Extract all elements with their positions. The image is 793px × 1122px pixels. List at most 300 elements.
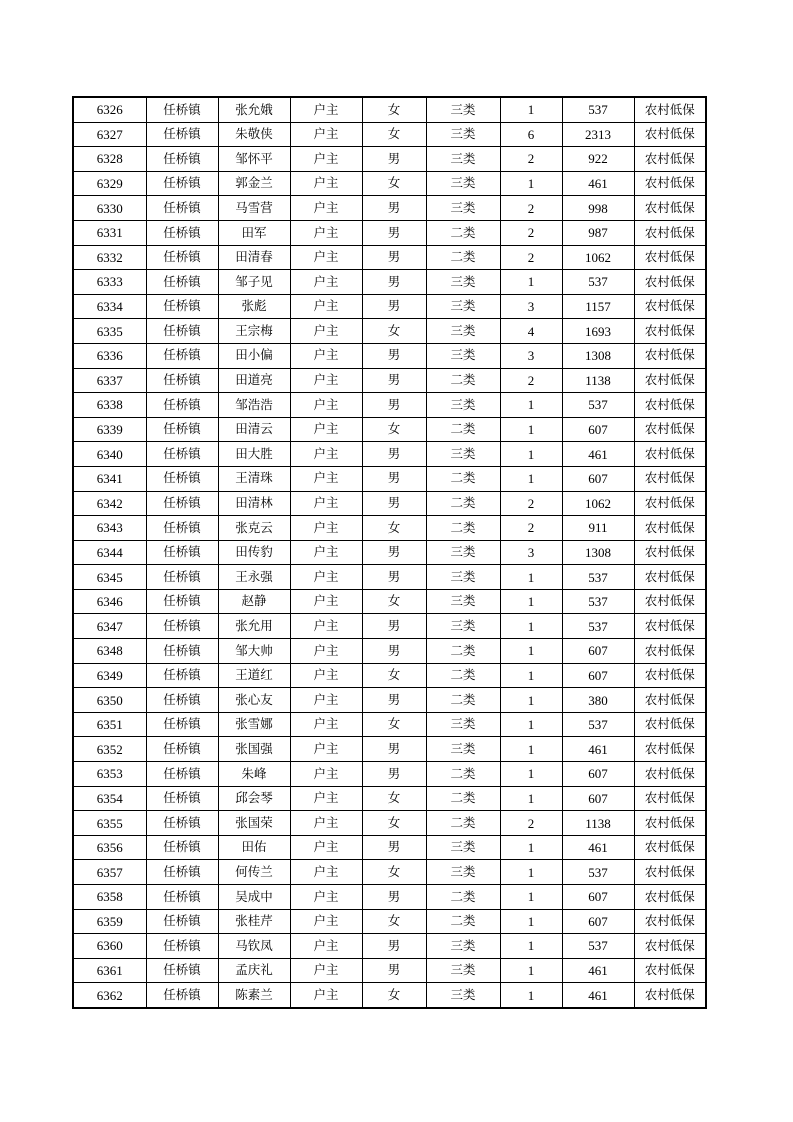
town-cell: 任桥镇 bbox=[146, 147, 218, 172]
gender-cell: 男 bbox=[362, 147, 426, 172]
aid-type-cell: 农村低保 bbox=[634, 958, 706, 983]
row-number-cell: 6340 bbox=[73, 442, 146, 467]
gender-cell: 男 bbox=[362, 270, 426, 295]
town-cell: 任桥镇 bbox=[146, 270, 218, 295]
row-number-cell: 6345 bbox=[73, 565, 146, 590]
row-number-cell: 6332 bbox=[73, 245, 146, 270]
gender-cell: 女 bbox=[362, 712, 426, 737]
aid-type-cell: 农村低保 bbox=[634, 614, 706, 639]
town-cell: 任桥镇 bbox=[146, 540, 218, 565]
household-size-cell: 2 bbox=[500, 220, 562, 245]
aid-type-cell: 农村低保 bbox=[634, 663, 706, 688]
category-cell: 三类 bbox=[426, 122, 500, 147]
name-cell: 张雪娜 bbox=[218, 712, 290, 737]
row-number-cell: 6327 bbox=[73, 122, 146, 147]
table-row bbox=[73, 245, 706, 270]
aid-type-cell: 农村低保 bbox=[634, 466, 706, 491]
name-cell: 田军 bbox=[218, 220, 290, 245]
household-size-cell: 1 bbox=[500, 393, 562, 418]
name-cell: 陈素兰 bbox=[218, 983, 290, 1008]
gender-cell: 男 bbox=[362, 614, 426, 639]
category-cell: 三类 bbox=[426, 393, 500, 418]
row-number-cell: 6329 bbox=[73, 171, 146, 196]
relation-cell: 户主 bbox=[290, 147, 362, 172]
relation-cell: 户主 bbox=[290, 294, 362, 319]
relation-cell: 户主 bbox=[290, 196, 362, 221]
category-cell: 二类 bbox=[426, 663, 500, 688]
relation-cell: 户主 bbox=[290, 171, 362, 196]
name-cell: 吴成中 bbox=[218, 885, 290, 910]
amount-cell: 537 bbox=[562, 565, 634, 590]
town-cell: 任桥镇 bbox=[146, 589, 218, 614]
aid-type-cell: 农村低保 bbox=[634, 368, 706, 393]
household-size-cell: 6 bbox=[500, 122, 562, 147]
relation-cell: 户主 bbox=[290, 688, 362, 713]
household-size-cell: 1 bbox=[500, 442, 562, 467]
household-size-cell: 1 bbox=[500, 835, 562, 860]
amount-cell: 461 bbox=[562, 171, 634, 196]
table-row bbox=[73, 786, 706, 811]
gender-cell: 女 bbox=[362, 811, 426, 836]
town-cell: 任桥镇 bbox=[146, 466, 218, 491]
relation-cell: 户主 bbox=[290, 909, 362, 934]
aid-type-cell: 农村低保 bbox=[634, 270, 706, 295]
town-cell: 任桥镇 bbox=[146, 835, 218, 860]
name-cell: 孟庆礼 bbox=[218, 958, 290, 983]
table-row bbox=[73, 958, 706, 983]
amount-cell: 911 bbox=[562, 516, 634, 541]
gender-cell: 女 bbox=[362, 516, 426, 541]
gender-cell: 男 bbox=[362, 565, 426, 590]
household-size-cell: 1 bbox=[500, 97, 562, 122]
household-size-cell: 1 bbox=[500, 737, 562, 762]
relation-cell: 户主 bbox=[290, 712, 362, 737]
row-number-cell: 6336 bbox=[73, 343, 146, 368]
aid-type-cell: 农村低保 bbox=[634, 811, 706, 836]
town-cell: 任桥镇 bbox=[146, 885, 218, 910]
household-size-cell: 1 bbox=[500, 270, 562, 295]
category-cell: 三类 bbox=[426, 171, 500, 196]
gender-cell: 男 bbox=[362, 294, 426, 319]
aid-type-cell: 农村低保 bbox=[634, 786, 706, 811]
aid-type-cell: 农村低保 bbox=[634, 245, 706, 270]
row-number-cell: 6330 bbox=[73, 196, 146, 221]
household-size-cell: 1 bbox=[500, 983, 562, 1008]
name-cell: 田清春 bbox=[218, 245, 290, 270]
town-cell: 任桥镇 bbox=[146, 516, 218, 541]
aid-type-cell: 农村低保 bbox=[634, 983, 706, 1008]
category-cell: 三类 bbox=[426, 270, 500, 295]
amount-cell: 537 bbox=[562, 860, 634, 885]
name-cell: 田大胜 bbox=[218, 442, 290, 467]
gender-cell: 女 bbox=[362, 97, 426, 122]
name-cell: 郭金兰 bbox=[218, 171, 290, 196]
gender-cell: 女 bbox=[362, 122, 426, 147]
town-cell: 任桥镇 bbox=[146, 343, 218, 368]
name-cell: 张国荣 bbox=[218, 811, 290, 836]
household-size-cell: 1 bbox=[500, 639, 562, 664]
table-row bbox=[73, 762, 706, 787]
table-row bbox=[73, 688, 706, 713]
table-row bbox=[73, 294, 706, 319]
relation-cell: 户主 bbox=[290, 639, 362, 664]
row-number-cell: 6346 bbox=[73, 589, 146, 614]
category-cell: 二类 bbox=[426, 466, 500, 491]
gender-cell: 男 bbox=[362, 762, 426, 787]
aid-type-cell: 农村低保 bbox=[634, 196, 706, 221]
category-cell: 三类 bbox=[426, 860, 500, 885]
town-cell: 任桥镇 bbox=[146, 737, 218, 762]
category-cell: 三类 bbox=[426, 835, 500, 860]
category-cell: 三类 bbox=[426, 565, 500, 590]
table-row bbox=[73, 540, 706, 565]
amount-cell: 1308 bbox=[562, 343, 634, 368]
town-cell: 任桥镇 bbox=[146, 294, 218, 319]
gender-cell: 女 bbox=[362, 786, 426, 811]
name-cell: 王清珠 bbox=[218, 466, 290, 491]
table-row bbox=[73, 934, 706, 959]
relation-cell: 户主 bbox=[290, 663, 362, 688]
aid-type-cell: 农村低保 bbox=[634, 122, 706, 147]
category-cell: 三类 bbox=[426, 614, 500, 639]
amount-cell: 380 bbox=[562, 688, 634, 713]
gender-cell: 男 bbox=[362, 393, 426, 418]
category-cell: 二类 bbox=[426, 639, 500, 664]
amount-cell: 461 bbox=[562, 983, 634, 1008]
household-size-cell: 1 bbox=[500, 466, 562, 491]
table-row bbox=[73, 909, 706, 934]
name-cell: 朱峰 bbox=[218, 762, 290, 787]
category-cell: 三类 bbox=[426, 712, 500, 737]
aid-type-cell: 农村低保 bbox=[634, 589, 706, 614]
name-cell: 邹怀平 bbox=[218, 147, 290, 172]
table-row bbox=[73, 737, 706, 762]
gender-cell: 女 bbox=[362, 663, 426, 688]
gender-cell: 女 bbox=[362, 983, 426, 1008]
relation-cell: 户主 bbox=[290, 368, 362, 393]
amount-cell: 1062 bbox=[562, 245, 634, 270]
name-cell: 何传兰 bbox=[218, 860, 290, 885]
amount-cell: 1157 bbox=[562, 294, 634, 319]
relation-cell: 户主 bbox=[290, 245, 362, 270]
row-number-cell: 6338 bbox=[73, 393, 146, 418]
gender-cell: 男 bbox=[362, 196, 426, 221]
gender-cell: 男 bbox=[362, 958, 426, 983]
aid-type-cell: 农村低保 bbox=[634, 885, 706, 910]
table-row bbox=[73, 885, 706, 910]
amount-cell: 461 bbox=[562, 958, 634, 983]
row-number-cell: 6343 bbox=[73, 516, 146, 541]
gender-cell: 男 bbox=[362, 737, 426, 762]
amount-cell: 1138 bbox=[562, 811, 634, 836]
table-row bbox=[73, 663, 706, 688]
aid-type-cell: 农村低保 bbox=[634, 393, 706, 418]
household-size-cell: 2 bbox=[500, 245, 562, 270]
table-row bbox=[73, 442, 706, 467]
category-cell: 二类 bbox=[426, 368, 500, 393]
row-number-cell: 6359 bbox=[73, 909, 146, 934]
relation-cell: 户主 bbox=[290, 811, 362, 836]
amount-cell: 1062 bbox=[562, 491, 634, 516]
table-row bbox=[73, 171, 706, 196]
town-cell: 任桥镇 bbox=[146, 97, 218, 122]
aid-type-cell: 农村低保 bbox=[634, 417, 706, 442]
table-row bbox=[73, 516, 706, 541]
row-number-cell: 6352 bbox=[73, 737, 146, 762]
name-cell: 田传豹 bbox=[218, 540, 290, 565]
name-cell: 张允娥 bbox=[218, 97, 290, 122]
town-cell: 任桥镇 bbox=[146, 417, 218, 442]
relation-cell: 户主 bbox=[290, 885, 362, 910]
town-cell: 任桥镇 bbox=[146, 196, 218, 221]
name-cell: 田道亮 bbox=[218, 368, 290, 393]
category-cell: 二类 bbox=[426, 811, 500, 836]
household-size-cell: 2 bbox=[500, 368, 562, 393]
category-cell: 二类 bbox=[426, 245, 500, 270]
table-row bbox=[73, 835, 706, 860]
town-cell: 任桥镇 bbox=[146, 762, 218, 787]
row-number-cell: 6358 bbox=[73, 885, 146, 910]
relation-cell: 户主 bbox=[290, 417, 362, 442]
gender-cell: 男 bbox=[362, 934, 426, 959]
aid-type-cell: 农村低保 bbox=[634, 220, 706, 245]
row-number-cell: 6351 bbox=[73, 712, 146, 737]
name-cell: 张心友 bbox=[218, 688, 290, 713]
category-cell: 三类 bbox=[426, 442, 500, 467]
row-number-cell: 6335 bbox=[73, 319, 146, 344]
town-cell: 任桥镇 bbox=[146, 122, 218, 147]
gender-cell: 女 bbox=[362, 171, 426, 196]
name-cell: 王永强 bbox=[218, 565, 290, 590]
household-size-cell: 2 bbox=[500, 491, 562, 516]
amount-cell: 922 bbox=[562, 147, 634, 172]
name-cell: 马钦凤 bbox=[218, 934, 290, 959]
category-cell: 三类 bbox=[426, 737, 500, 762]
row-number-cell: 6334 bbox=[73, 294, 146, 319]
aid-type-cell: 农村低保 bbox=[634, 688, 706, 713]
table-row bbox=[73, 491, 706, 516]
gender-cell: 男 bbox=[362, 466, 426, 491]
table-row bbox=[73, 270, 706, 295]
relation-cell: 户主 bbox=[290, 97, 362, 122]
row-number-cell: 6333 bbox=[73, 270, 146, 295]
amount-cell: 537 bbox=[562, 270, 634, 295]
amount-cell: 1308 bbox=[562, 540, 634, 565]
row-number-cell: 6331 bbox=[73, 220, 146, 245]
name-cell: 张允用 bbox=[218, 614, 290, 639]
amount-cell: 607 bbox=[562, 417, 634, 442]
gender-cell: 男 bbox=[362, 442, 426, 467]
table-row bbox=[73, 614, 706, 639]
amount-cell: 607 bbox=[562, 466, 634, 491]
amount-cell: 461 bbox=[562, 442, 634, 467]
household-size-cell: 1 bbox=[500, 688, 562, 713]
gender-cell: 男 bbox=[362, 368, 426, 393]
aid-type-cell: 农村低保 bbox=[634, 294, 706, 319]
amount-cell: 607 bbox=[562, 762, 634, 787]
table-row bbox=[73, 589, 706, 614]
gender-cell: 女 bbox=[362, 589, 426, 614]
gender-cell: 男 bbox=[362, 688, 426, 713]
row-number-cell: 6354 bbox=[73, 786, 146, 811]
relation-cell: 户主 bbox=[290, 934, 362, 959]
table-row bbox=[73, 97, 706, 122]
household-size-cell: 1 bbox=[500, 762, 562, 787]
aid-type-cell: 农村低保 bbox=[634, 712, 706, 737]
household-size-cell: 2 bbox=[500, 196, 562, 221]
name-cell: 朱敬侠 bbox=[218, 122, 290, 147]
household-size-cell: 2 bbox=[500, 147, 562, 172]
aid-type-cell: 农村低保 bbox=[634, 147, 706, 172]
table-row bbox=[73, 983, 706, 1008]
household-size-cell: 1 bbox=[500, 663, 562, 688]
relation-cell: 户主 bbox=[290, 786, 362, 811]
row-number-cell: 6344 bbox=[73, 540, 146, 565]
category-cell: 二类 bbox=[426, 220, 500, 245]
category-cell: 二类 bbox=[426, 786, 500, 811]
table-row bbox=[73, 319, 706, 344]
category-cell: 三类 bbox=[426, 196, 500, 221]
gender-cell: 男 bbox=[362, 245, 426, 270]
gender-cell: 男 bbox=[362, 540, 426, 565]
row-number-cell: 6349 bbox=[73, 663, 146, 688]
household-size-cell: 3 bbox=[500, 294, 562, 319]
gender-cell: 男 bbox=[362, 220, 426, 245]
aid-type-cell: 农村低保 bbox=[634, 171, 706, 196]
category-cell: 二类 bbox=[426, 417, 500, 442]
category-cell: 三类 bbox=[426, 540, 500, 565]
household-size-cell: 2 bbox=[500, 811, 562, 836]
category-cell: 二类 bbox=[426, 762, 500, 787]
gender-cell: 女 bbox=[362, 319, 426, 344]
amount-cell: 1693 bbox=[562, 319, 634, 344]
category-cell: 二类 bbox=[426, 885, 500, 910]
row-number-cell: 6326 bbox=[73, 97, 146, 122]
relation-cell: 户主 bbox=[290, 614, 362, 639]
household-size-cell: 1 bbox=[500, 417, 562, 442]
relation-cell: 户主 bbox=[290, 565, 362, 590]
table-row bbox=[73, 712, 706, 737]
category-cell: 三类 bbox=[426, 147, 500, 172]
amount-cell: 537 bbox=[562, 614, 634, 639]
table-row bbox=[73, 196, 706, 221]
town-cell: 任桥镇 bbox=[146, 811, 218, 836]
gender-cell: 男 bbox=[362, 639, 426, 664]
category-cell: 二类 bbox=[426, 491, 500, 516]
town-cell: 任桥镇 bbox=[146, 393, 218, 418]
amount-cell: 1138 bbox=[562, 368, 634, 393]
name-cell: 田佑 bbox=[218, 835, 290, 860]
aid-type-cell: 农村低保 bbox=[634, 639, 706, 664]
town-cell: 任桥镇 bbox=[146, 860, 218, 885]
name-cell: 邹大帅 bbox=[218, 639, 290, 664]
town-cell: 任桥镇 bbox=[146, 934, 218, 959]
row-number-cell: 6353 bbox=[73, 762, 146, 787]
table-row bbox=[73, 565, 706, 590]
household-size-cell: 4 bbox=[500, 319, 562, 344]
table-row bbox=[73, 466, 706, 491]
row-number-cell: 6342 bbox=[73, 491, 146, 516]
relation-cell: 户主 bbox=[290, 540, 362, 565]
category-cell: 三类 bbox=[426, 319, 500, 344]
town-cell: 任桥镇 bbox=[146, 491, 218, 516]
category-cell: 二类 bbox=[426, 909, 500, 934]
household-size-cell: 1 bbox=[500, 786, 562, 811]
relation-cell: 户主 bbox=[290, 983, 362, 1008]
amount-cell: 607 bbox=[562, 639, 634, 664]
row-number-cell: 6357 bbox=[73, 860, 146, 885]
amount-cell: 607 bbox=[562, 663, 634, 688]
aid-type-cell: 农村低保 bbox=[634, 516, 706, 541]
gender-cell: 男 bbox=[362, 343, 426, 368]
household-size-cell: 1 bbox=[500, 885, 562, 910]
gender-cell: 女 bbox=[362, 417, 426, 442]
table-body bbox=[73, 97, 706, 1008]
amount-cell: 607 bbox=[562, 909, 634, 934]
town-cell: 任桥镇 bbox=[146, 319, 218, 344]
relation-cell: 户主 bbox=[290, 516, 362, 541]
relation-cell: 户主 bbox=[290, 835, 362, 860]
name-cell: 田小偏 bbox=[218, 343, 290, 368]
table-row bbox=[73, 393, 706, 418]
table-row bbox=[73, 220, 706, 245]
town-cell: 任桥镇 bbox=[146, 909, 218, 934]
aid-type-cell: 农村低保 bbox=[634, 860, 706, 885]
row-number-cell: 6341 bbox=[73, 466, 146, 491]
household-size-cell: 2 bbox=[500, 516, 562, 541]
household-size-cell: 1 bbox=[500, 712, 562, 737]
aid-type-cell: 农村低保 bbox=[634, 737, 706, 762]
table-row bbox=[73, 417, 706, 442]
name-cell: 马雪营 bbox=[218, 196, 290, 221]
gender-cell: 男 bbox=[362, 885, 426, 910]
relation-cell: 户主 bbox=[290, 270, 362, 295]
name-cell: 张桂芹 bbox=[218, 909, 290, 934]
amount-cell: 537 bbox=[562, 393, 634, 418]
name-cell: 田清林 bbox=[218, 491, 290, 516]
household-size-cell: 1 bbox=[500, 171, 562, 196]
relation-cell: 户主 bbox=[290, 466, 362, 491]
town-cell: 任桥镇 bbox=[146, 712, 218, 737]
table-row bbox=[73, 343, 706, 368]
household-size-cell: 1 bbox=[500, 958, 562, 983]
row-number-cell: 6337 bbox=[73, 368, 146, 393]
category-cell: 三类 bbox=[426, 934, 500, 959]
town-cell: 任桥镇 bbox=[146, 565, 218, 590]
name-cell: 王道红 bbox=[218, 663, 290, 688]
aid-type-cell: 农村低保 bbox=[634, 97, 706, 122]
name-cell: 王宗梅 bbox=[218, 319, 290, 344]
category-cell: 三类 bbox=[426, 97, 500, 122]
town-cell: 任桥镇 bbox=[146, 958, 218, 983]
amount-cell: 537 bbox=[562, 934, 634, 959]
household-size-cell: 1 bbox=[500, 589, 562, 614]
relation-cell: 户主 bbox=[290, 122, 362, 147]
name-cell: 张彪 bbox=[218, 294, 290, 319]
aid-type-cell: 农村低保 bbox=[634, 835, 706, 860]
household-size-cell: 1 bbox=[500, 860, 562, 885]
row-number-cell: 6328 bbox=[73, 147, 146, 172]
relation-cell: 户主 bbox=[290, 491, 362, 516]
name-cell: 田清云 bbox=[218, 417, 290, 442]
relation-cell: 户主 bbox=[290, 762, 362, 787]
household-size-cell: 1 bbox=[500, 909, 562, 934]
category-cell: 三类 bbox=[426, 294, 500, 319]
relation-cell: 户主 bbox=[290, 589, 362, 614]
aid-type-cell: 农村低保 bbox=[634, 442, 706, 467]
relation-cell: 户主 bbox=[290, 343, 362, 368]
table-row bbox=[73, 860, 706, 885]
